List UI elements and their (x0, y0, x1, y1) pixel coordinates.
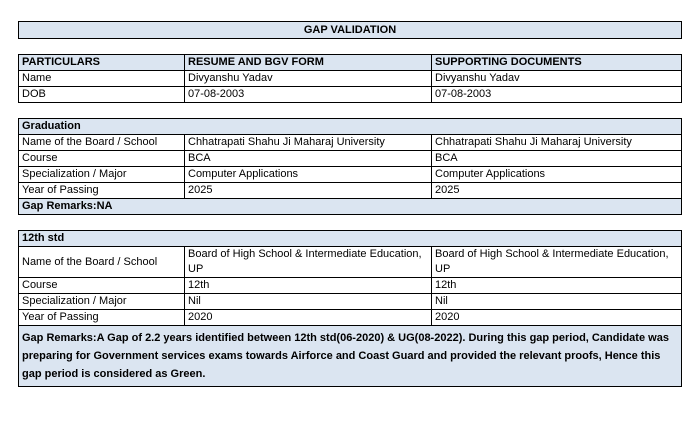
section-row (19, 231, 682, 247)
resume-value: Nil (185, 294, 432, 310)
table-row (19, 294, 682, 310)
resume-value: BCA (185, 151, 432, 167)
header-row (19, 55, 682, 71)
header-resume: RESUME AND BGV FORM (185, 55, 432, 71)
sheet-title: GAP VALIDATION (19, 22, 682, 39)
row-label: Specialization / Major (19, 294, 185, 310)
document-value: Nil (432, 294, 682, 310)
resume-value: 12th (185, 278, 432, 294)
row-label: Name of the Board / School (19, 247, 185, 278)
table-row (19, 87, 682, 103)
row-label: Course (19, 151, 185, 167)
document-value: 2020 (432, 310, 682, 326)
gap-validation-table (18, 21, 682, 387)
resume-value: Board of High School & Intermediate Education, UP (185, 247, 432, 278)
resume-value: Divyanshu Yadav (185, 71, 432, 87)
header-particulars: PARTICULARS (19, 55, 185, 71)
resume-value: 2020 (185, 310, 432, 326)
section-title-graduation: Graduation (19, 119, 682, 135)
gap-validation-sheet (18, 21, 681, 387)
spacer (19, 215, 682, 231)
document-value: 07-08-2003 (432, 87, 682, 103)
table-row (19, 278, 682, 294)
row-label: Year of Passing (19, 183, 185, 199)
resume-value: Chhatrapati Shahu Ji Maharaj University (185, 135, 432, 151)
section-title-12th: 12th std (19, 231, 682, 247)
document-value: Divyanshu Yadav (432, 71, 682, 87)
document-value: 2025 (432, 183, 682, 199)
document-value: Chhatrapati Shahu Ji Maharaj University (432, 135, 682, 151)
resume-value: 07-08-2003 (185, 87, 432, 103)
table-row (19, 247, 682, 278)
table-row (19, 135, 682, 151)
table-row (19, 310, 682, 326)
spacer (19, 103, 682, 119)
document-value: Board of High School & Intermediate Education, UP (432, 247, 682, 278)
gap-remarks-graduation: Gap Remarks:NA (19, 199, 682, 215)
row-label: DOB (19, 87, 185, 103)
table-row (19, 167, 682, 183)
section-row (19, 119, 682, 135)
document-value: 12th (432, 278, 682, 294)
spacer (19, 39, 682, 55)
row-label: Year of Passing (19, 310, 185, 326)
row-label: Course (19, 278, 185, 294)
table-row (19, 183, 682, 199)
table-row (19, 151, 682, 167)
title-row (19, 22, 682, 39)
header-documents: SUPPORTING DOCUMENTS (432, 55, 682, 71)
gap-remarks-12th: Gap Remarks:A Gap of 2.2 years identified between 12th std(06-2020) & UG(08-2022). During this gap period, Candidate was preparing for Government services exams towards Airforce and Coast Guard and provided the relevant proofs, Hence this gap period is considered as Green. (19, 326, 682, 387)
document-value: BCA (432, 151, 682, 167)
row-label: Specialization / Major (19, 167, 185, 183)
resume-value: Computer Applications (185, 167, 432, 183)
remarks-row (19, 199, 682, 215)
resume-value: 2025 (185, 183, 432, 199)
document-value: Computer Applications (432, 167, 682, 183)
row-label: Name (19, 71, 185, 87)
remarks-row (19, 326, 682, 387)
table-row (19, 71, 682, 87)
row-label: Name of the Board / School (19, 135, 185, 151)
